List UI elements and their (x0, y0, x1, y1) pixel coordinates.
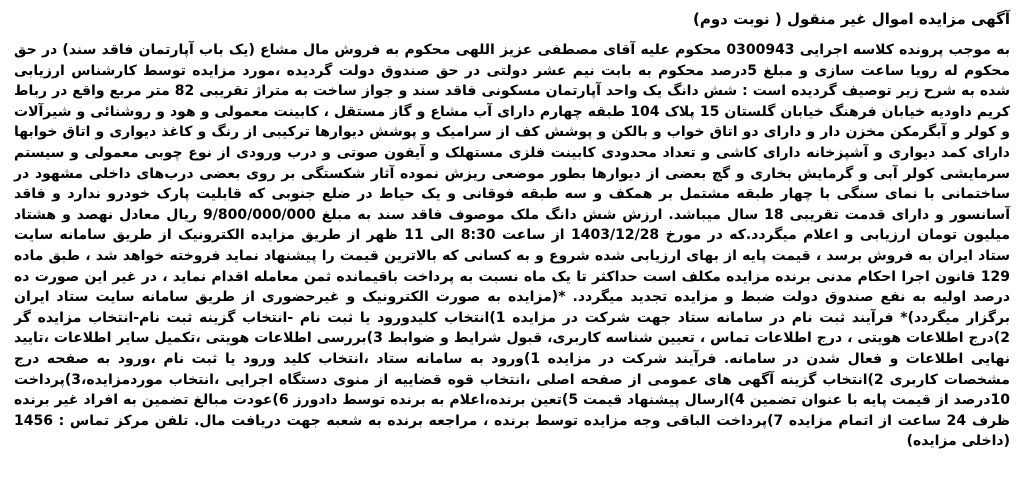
notice-body: به موجب پرونده کلاسه اجرایی 0300943 محکوم علیه آقای مصطفی عزیز اللهی محکوم به فروش مال مشاع (یک باب آپارتمان فاقد سند) در حق محکوم له رویا ساعت سازی و مبلغ 5درصد محکوم به بابت نیم عشر دولتی در حق صندوق دولت گردیده ،مورد مزایده توسط کارشناس ارزیابی شده به شرح زیر توصیف گردیده است : شش دانگ یک واحد آپارتمان مسکونی فاقد سند و جواز ساخت به متراژ تقریبی 82 متر مربع واقع در رباط کریم داودیه خیابان فرهنگ خیابان گلستان 15 پلاک 104 طبقه چهارم دارای آب مشاع و گاز مستقل ، کابینت معمولی و هود و روشنائی و شیرآلات و کولر و آبگرمکن مخزن دار و دارای دو اتاق خواب و بالکن و پوشش کف از سرامیک و پوشش دیوارها ترکیبی از رنگ و کاغذ دیواری و اتاق خوابها دارای کمد دیواری و آشپزخانه دارای کاشی و تعداد محدودی کابینت فلزی مستهلک و آیفون صوتی و درب ورودی از نوع چوبی معمولی و سیستم سرمایشی کولر آبی و گرمایش بخاری و گچ بعضی از دیوارها بطور موضعی ریزش نموده آثار شکستگی بر روی بعضی درب‌های داخلی مشهود در ساختمانی با نمای سنگی با چهار طبقه مشتمل بر همکف و سه طبقه فوقانی و یک حیاط در ضلع جنوبی که قابلیت پارک خودرو ندارد و فاقد آسانسور و دارای قدمت تقریبی 18 سال میباشد. ارزش شش دانگ ملک موصوف فاقد سند به مبلغ 9/800/000/000 ریال معادل نهصد و هشتاد میلیون تومان ارزیابی و اعلام میگردد.که در مورخ 1403/12/28 از ساعت 8:30 الی 11 ظهر از طریق مزایده الکترونیک از طریق سامانه سایت ستاد ایران به فروش برسد ، قیمت پایه از بهای ارزیابی شده شروع و به کسانی که بالاترین قیمت را پیشنهاد نماید فروخته خواهد شد ، طبق ماده 129 قانون اجرا احکام مدنی برنده مزایده مکلف است حداکثر تا یک ماه نسبت به پرداخت باقیمانده ثمن معامله اقدام نماید ، در غیر این صورت ده درصد اولیه به نفع صندوق دولت ضبط و مزایده تجدید میگردد. *(مزایده به صورت الکترونیک و غیرحضوری از طریق سامانه سایت ستاد ایران برگزار میگردد)* فرآیند ثبت نام در سامانه ستاد جهت شرکت در مزایده 1)انتخاب کلیدورود یا ثبت نام -انتخاب گزینه ثبت نام-انتخاب مزایده گر 2)درج اطلاعات هویتی ، درج اطلاعات تماس ، تعیین شناسه کاربری، قبول شرایط و ضوابط 3)بررسی اطلاعات هویتی ،تکمیل سایر اطلاعات ،تایید نهایی اطلاعات و فعال شدن در سامانه. فرآیند شرکت در مزایده 1)ورود به سامانه ستاد ،انتخاب کلید ورود یا ثبت نام ،ورود به صفحه درج مشخصات کاربری 2)انتخاب گزینه آگهی های عمومی از صفحه اصلی ،انتخاب قوه قضاییه از منوی دستگاه اجرایی ،انتخاب موردمزایده،3)پرداخت 10درصد از قیمت پایه با عنوان تضمین 4)ارسال پیشنهاد قیمت 5)تعین برنده،اعلام به برنده توسط دادورز 6)عودت مبالغ تضمین به افراد غیر برنده ظرف 24 ساعت از اتمام مزایده 7)پرداخت الباقی وجه مزایده توسط برنده ، مراجعه برنده به شعبه جهت دریافت مال. تلفن مرکز تماس : 1456 (داخلی مزایده) (14, 42, 1011, 450)
notice-title: آگهی مزایده اموال غیر منقول ( نوبت دوم) (693, 10, 1010, 28)
